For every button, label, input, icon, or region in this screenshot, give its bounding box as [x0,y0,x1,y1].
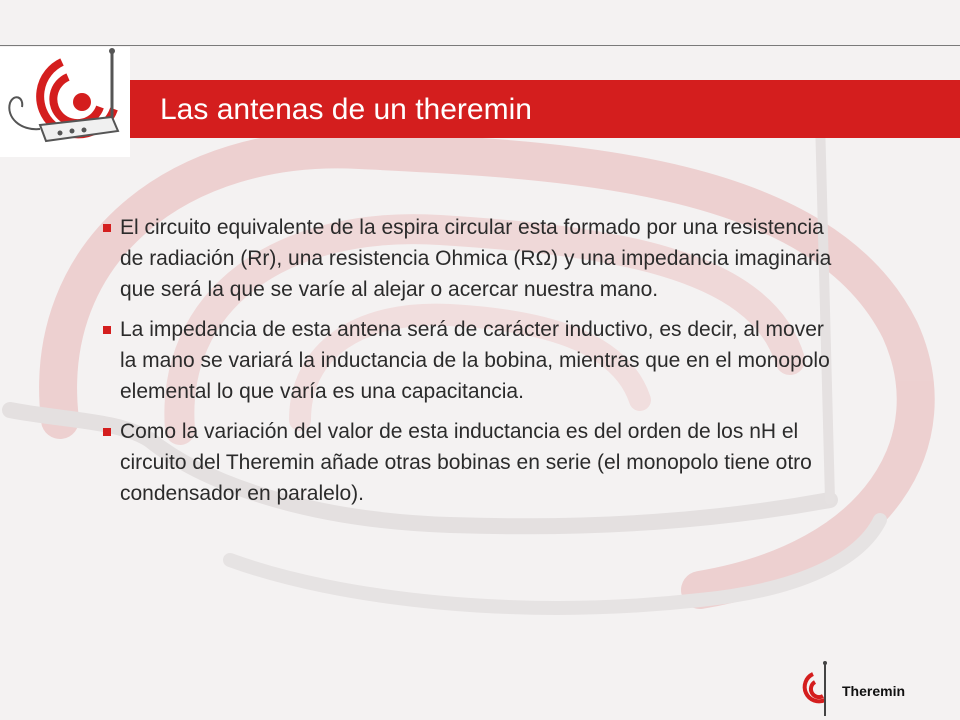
bullet-item [100,212,840,305]
square-bullet-icon [103,224,111,232]
square-bullet-icon [103,428,111,436]
bullet-text: La impedancia de esta antena será de carácter inductivo, es decir, al mover la mano se variará la inductancia de la bobina, mientras que en el monopolo elemental lo que varía es una capacitancia. [120,318,830,403]
bullet-item [100,314,840,407]
header-logo [0,47,130,157]
slide-title: Las antenas de un theremin [160,93,532,126]
bullet-list [100,212,840,518]
top-divider [0,45,960,46]
theremin-logo-icon [0,47,130,157]
footer-label: Theremin [842,683,906,699]
bullet-item [100,416,840,509]
theremin-logo-small-icon [795,660,835,718]
bullet-text: El circuito equivalente de la espira circular esta formado por una resistencia de radiación (Rr), una resistencia Ohmica (RΩ) y una impedancia imaginaria que será la que se varíe al alejar o acercar nuestra mano. [120,216,832,301]
bullet-text: Como la variación del valor de esta inductancia es del orden de los nH el circuito del Theremin añade otras bobinas en serie (el monopolo tiene otro condensador en paralelo). [120,420,812,505]
footer-logo [795,660,835,718]
square-bullet-icon [103,326,111,334]
